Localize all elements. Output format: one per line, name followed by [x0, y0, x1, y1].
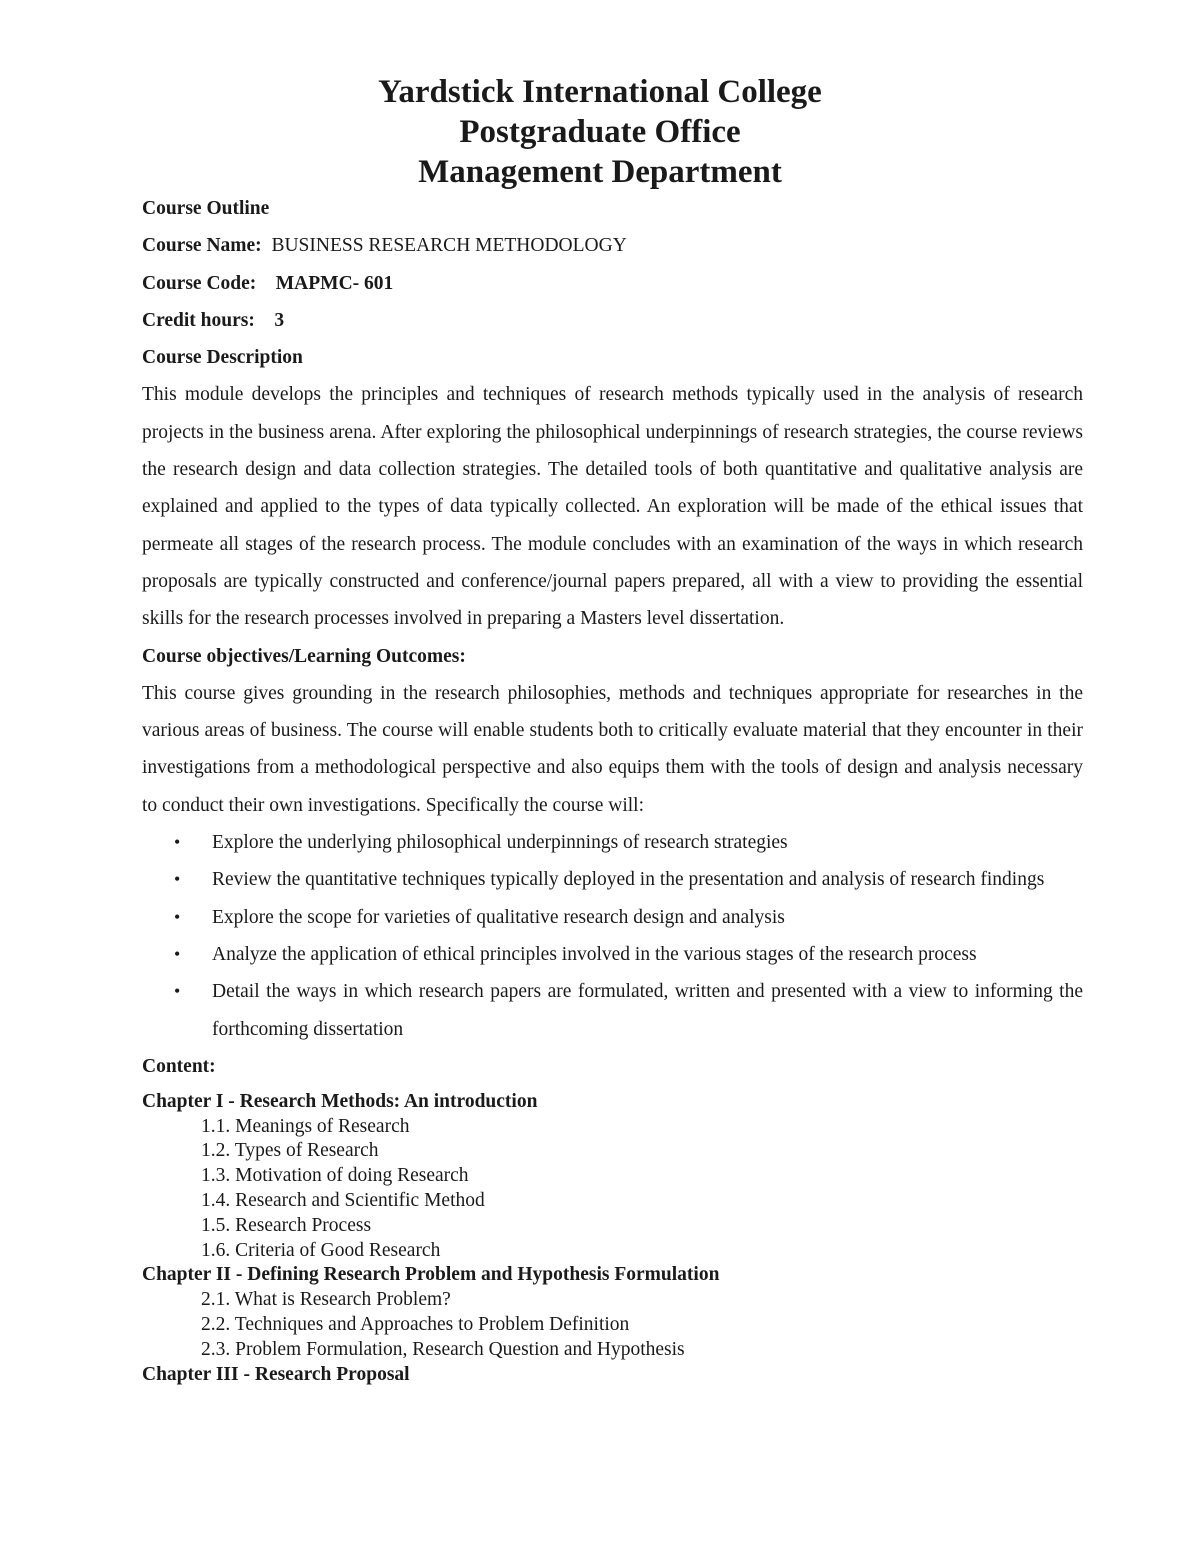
objective-text: Detail the ways in which research papers are formulated, written and presented with a view to informing the forthcoming dissertation — [212, 981, 1083, 1040]
section-item: 2.2. Techniques and Approaches to Problem Definition — [201, 1314, 630, 1335]
credit-hours-value: 3 — [274, 309, 285, 331]
list-item — [142, 936, 1083, 973]
course-outline-label: Course Outline — [142, 198, 270, 219]
department-name: Management Department — [418, 154, 782, 190]
objective-text: Explore the underlying philosophical underpinnings of research strategies — [212, 832, 788, 854]
section-item: 1.5. Research Process — [201, 1214, 372, 1236]
course-name-label: Course Name: — [142, 235, 262, 257]
course-code-value: MAPMC- 601 — [275, 272, 394, 294]
section-item: 1.1. Meanings of Research — [201, 1115, 410, 1137]
objective-text: Review the quantitative techniques typically deployed in the presentation and analysis of research findings — [212, 869, 1045, 891]
college-name: Yardstick International College — [378, 74, 822, 110]
objective-text: Explore the scope for varieties of qualitative research design and analysis — [212, 906, 785, 928]
course-code-row — [142, 265, 1083, 302]
bullet-icon: • — [174, 832, 181, 853]
section-item: 1.6. Criteria of Good Research — [201, 1239, 441, 1261]
office-name: Postgraduate Office — [459, 114, 741, 150]
course-name-row — [142, 227, 1083, 264]
list-item — [142, 899, 1083, 936]
chapter-title: Chapter II - Defining Research Problem and Hypothesis Formulation — [142, 1264, 720, 1286]
list-item — [142, 973, 1083, 1048]
bullet-icon: • — [174, 943, 181, 964]
bullet-icon: • — [174, 869, 181, 890]
bullet-icon: • — [174, 906, 181, 927]
objectives-intro: This course gives grounding in the research philosophies, methods and techniques appropriate for researches in the various areas of business. The course will enable students both to critically evaluate material that they encounter in their investigations from a methodological perspective and also equips them with the tools of design and analysis necessary to conduct their own investigations. Specifically the course will: — [142, 682, 1083, 816]
list-item — [142, 861, 1083, 898]
objectives-list — [142, 824, 1083, 1048]
section-item: 2.3. Problem Formulation, Research Question and Hypothesis — [201, 1338, 685, 1360]
content-heading: Content: — [142, 1055, 216, 1077]
bullet-icon: • — [174, 981, 181, 1002]
chapter-title: Chapter III - Research Proposal — [142, 1363, 410, 1385]
credit-hours-row — [142, 302, 1083, 339]
section-item: 1.4. Research and Scientific Method — [201, 1190, 485, 1212]
list-item — [142, 824, 1083, 861]
section-item: 1.2. Types of Research — [201, 1140, 379, 1162]
description-heading: Course Description — [142, 347, 303, 369]
section-item: 1.3. Motivation of doing Research — [201, 1165, 469, 1187]
objectives-heading: Course objectives/Learning Outcomes: — [142, 645, 466, 667]
document-body — [142, 190, 1083, 1387]
section-item: 2.1. What is Research Problem? — [201, 1289, 451, 1311]
course-name-value: BUSINESS RESEARCH METHODOLOGY — [271, 235, 627, 257]
credit-hours-label: Credit hours: — [142, 309, 255, 331]
course-code-label: Course Code: — [142, 272, 257, 294]
document-header — [0, 72, 1200, 192]
description-text: This module develops the principles and techniques of research methods typically used in the analysis of research projects in the business arena. After exploring the philosophical underpinnings of research strategies, the course reviews the research design and data collection strategies. The detailed tools of both quantitative and qualitative analysis are explained and applied to the types of data typically collected. An exploration will be made of the ethical issues that permeate all stages of the research process. The module concludes with an examination of the ways in which research proposals are typically constructed and conference/journal papers prepared, all with a view to providing the essential skills for the research processes involved in preparing a Masters level dissertation. — [142, 384, 1083, 630]
chapter-title: Chapter I - Research Methods: An introduction — [142, 1090, 538, 1112]
objective-text: Analyze the application of ethical principles involved in the various stages of the research process — [212, 943, 977, 965]
